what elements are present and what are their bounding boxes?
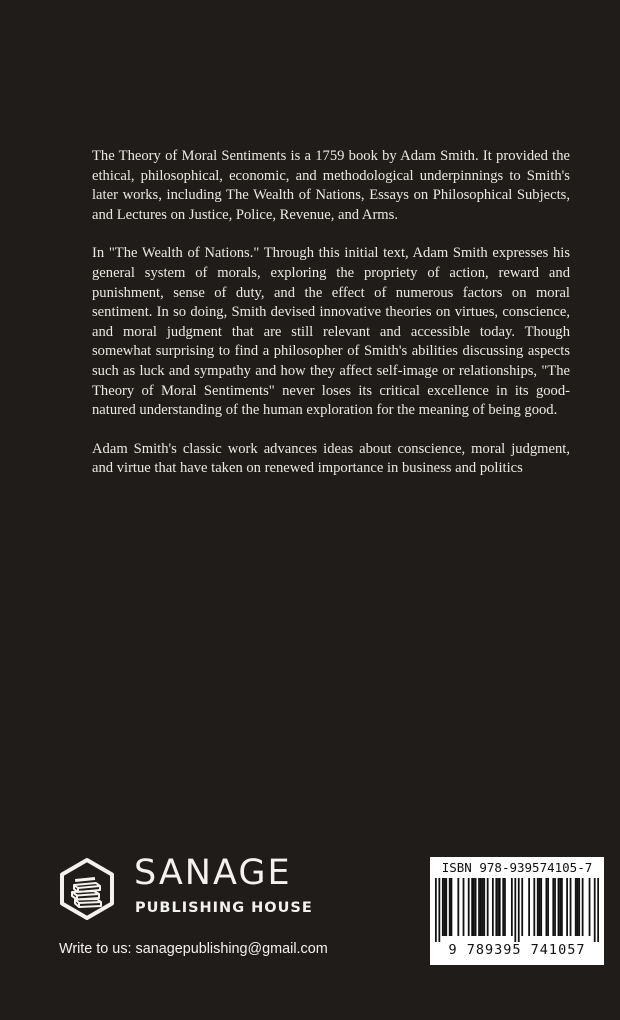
barcode-bar [457, 878, 459, 936]
barcode-bar [558, 878, 560, 936]
barcode-bar [594, 878, 596, 942]
isbn-barcode [430, 857, 604, 965]
barcode-bar [482, 878, 484, 936]
barcode-bar [435, 878, 437, 942]
barcode-bar [552, 878, 554, 936]
barcode-bar [545, 878, 547, 936]
barcode-bar [497, 878, 499, 936]
barcode-bar [539, 878, 541, 936]
barcode-bar [518, 878, 520, 942]
barcode-bar [480, 878, 482, 936]
barcode-bar [451, 878, 453, 936]
barcode-bar [554, 878, 556, 936]
barcode-bar [570, 878, 572, 936]
barcode-bar [473, 878, 475, 936]
barcode-bar [483, 878, 485, 936]
barcode-bar [463, 878, 465, 936]
barcode-bar [504, 878, 506, 936]
barcode-bars [435, 878, 599, 942]
barcode-bar [475, 878, 477, 936]
blurb-paragraph-3: Adam Smith's classic work advances ideas about conscience, moral judgment, and virtue that have taken on renewed importance in business and politics [92, 440, 570, 477]
barcode-bar [597, 878, 599, 942]
barcode-bar [537, 878, 539, 936]
barcode-bar [582, 878, 584, 936]
barcode-bar [559, 878, 561, 936]
barcode-bar [533, 878, 535, 936]
barcode-bar [514, 878, 516, 942]
barcode-bar [511, 878, 513, 936]
barcode-bar [478, 878, 480, 936]
publisher-logo [58, 853, 318, 921]
barcode-bar [566, 878, 568, 936]
barcode-bar [589, 878, 591, 936]
barcode-bar [521, 878, 523, 936]
barcode-bar [487, 878, 489, 936]
barcode-bar [499, 878, 501, 936]
barcode-bar [495, 878, 497, 936]
publisher-name: SANAGE [134, 853, 292, 893]
barcode-bar [471, 878, 473, 936]
blurb-paragraph-2: In "The Wealth of Nations." Through this initial text, Adam Smith expresses his general system of morals, exploring the propriety of action, reward and punishment, sense of duty, and the effect of numerous factors on moral sentiment. In so doing, Smith devised innovative theories on virtues, conscience, and moral judgment that are still relevant and accessible today. Though somewhat surprising to find a philosopher of Smith's abilities discussing aspects such as luck and sympathy and how they affect self-image or relationships, "The Theory of Moral Sentiments" never loses its critical excellence in its good-natured understanding of the human exploration for the meaning of being good. [92, 245, 570, 419]
isbn-label: ISBN 978-939574105-7 [441, 860, 593, 875]
contact-email: Write to us: sanagepublishing@gmail.com [59, 941, 328, 957]
barcode-bar [444, 878, 446, 936]
barcode-bar [528, 878, 530, 936]
barcode-bar [449, 878, 451, 936]
barcode-bar [438, 878, 440, 942]
blurb-text [92, 147, 570, 498]
barcode-bar [575, 878, 577, 936]
barcode-bar [540, 878, 542, 936]
publisher-subtitle: PUBLISHING HOUSE [135, 900, 313, 916]
barcode-bar [492, 878, 494, 936]
barcode-bar [561, 878, 563, 936]
barcode-bar [578, 878, 580, 936]
barcode-bar [577, 878, 579, 936]
blurb-paragraph-1: The Theory of Moral Sentiments is a 1759 book by Adam Smith. It provided the ethical, philosophical, economic, and methodological underpinnings to Smith's later works, including The Wealth of Nations, Essays on Philosophical Subjects, and Lectures on Justice, Police, Revenue, and Arms. [92, 148, 570, 223]
barcode-bar [468, 878, 470, 936]
barcode-bar [502, 878, 504, 936]
barcode-digits: 9 789395 741057 [448, 942, 586, 958]
barcode-bar [445, 878, 447, 936]
books-hexagon-icon [58, 857, 116, 921]
barcode-bar [442, 878, 444, 936]
barcode-bar [547, 878, 549, 936]
